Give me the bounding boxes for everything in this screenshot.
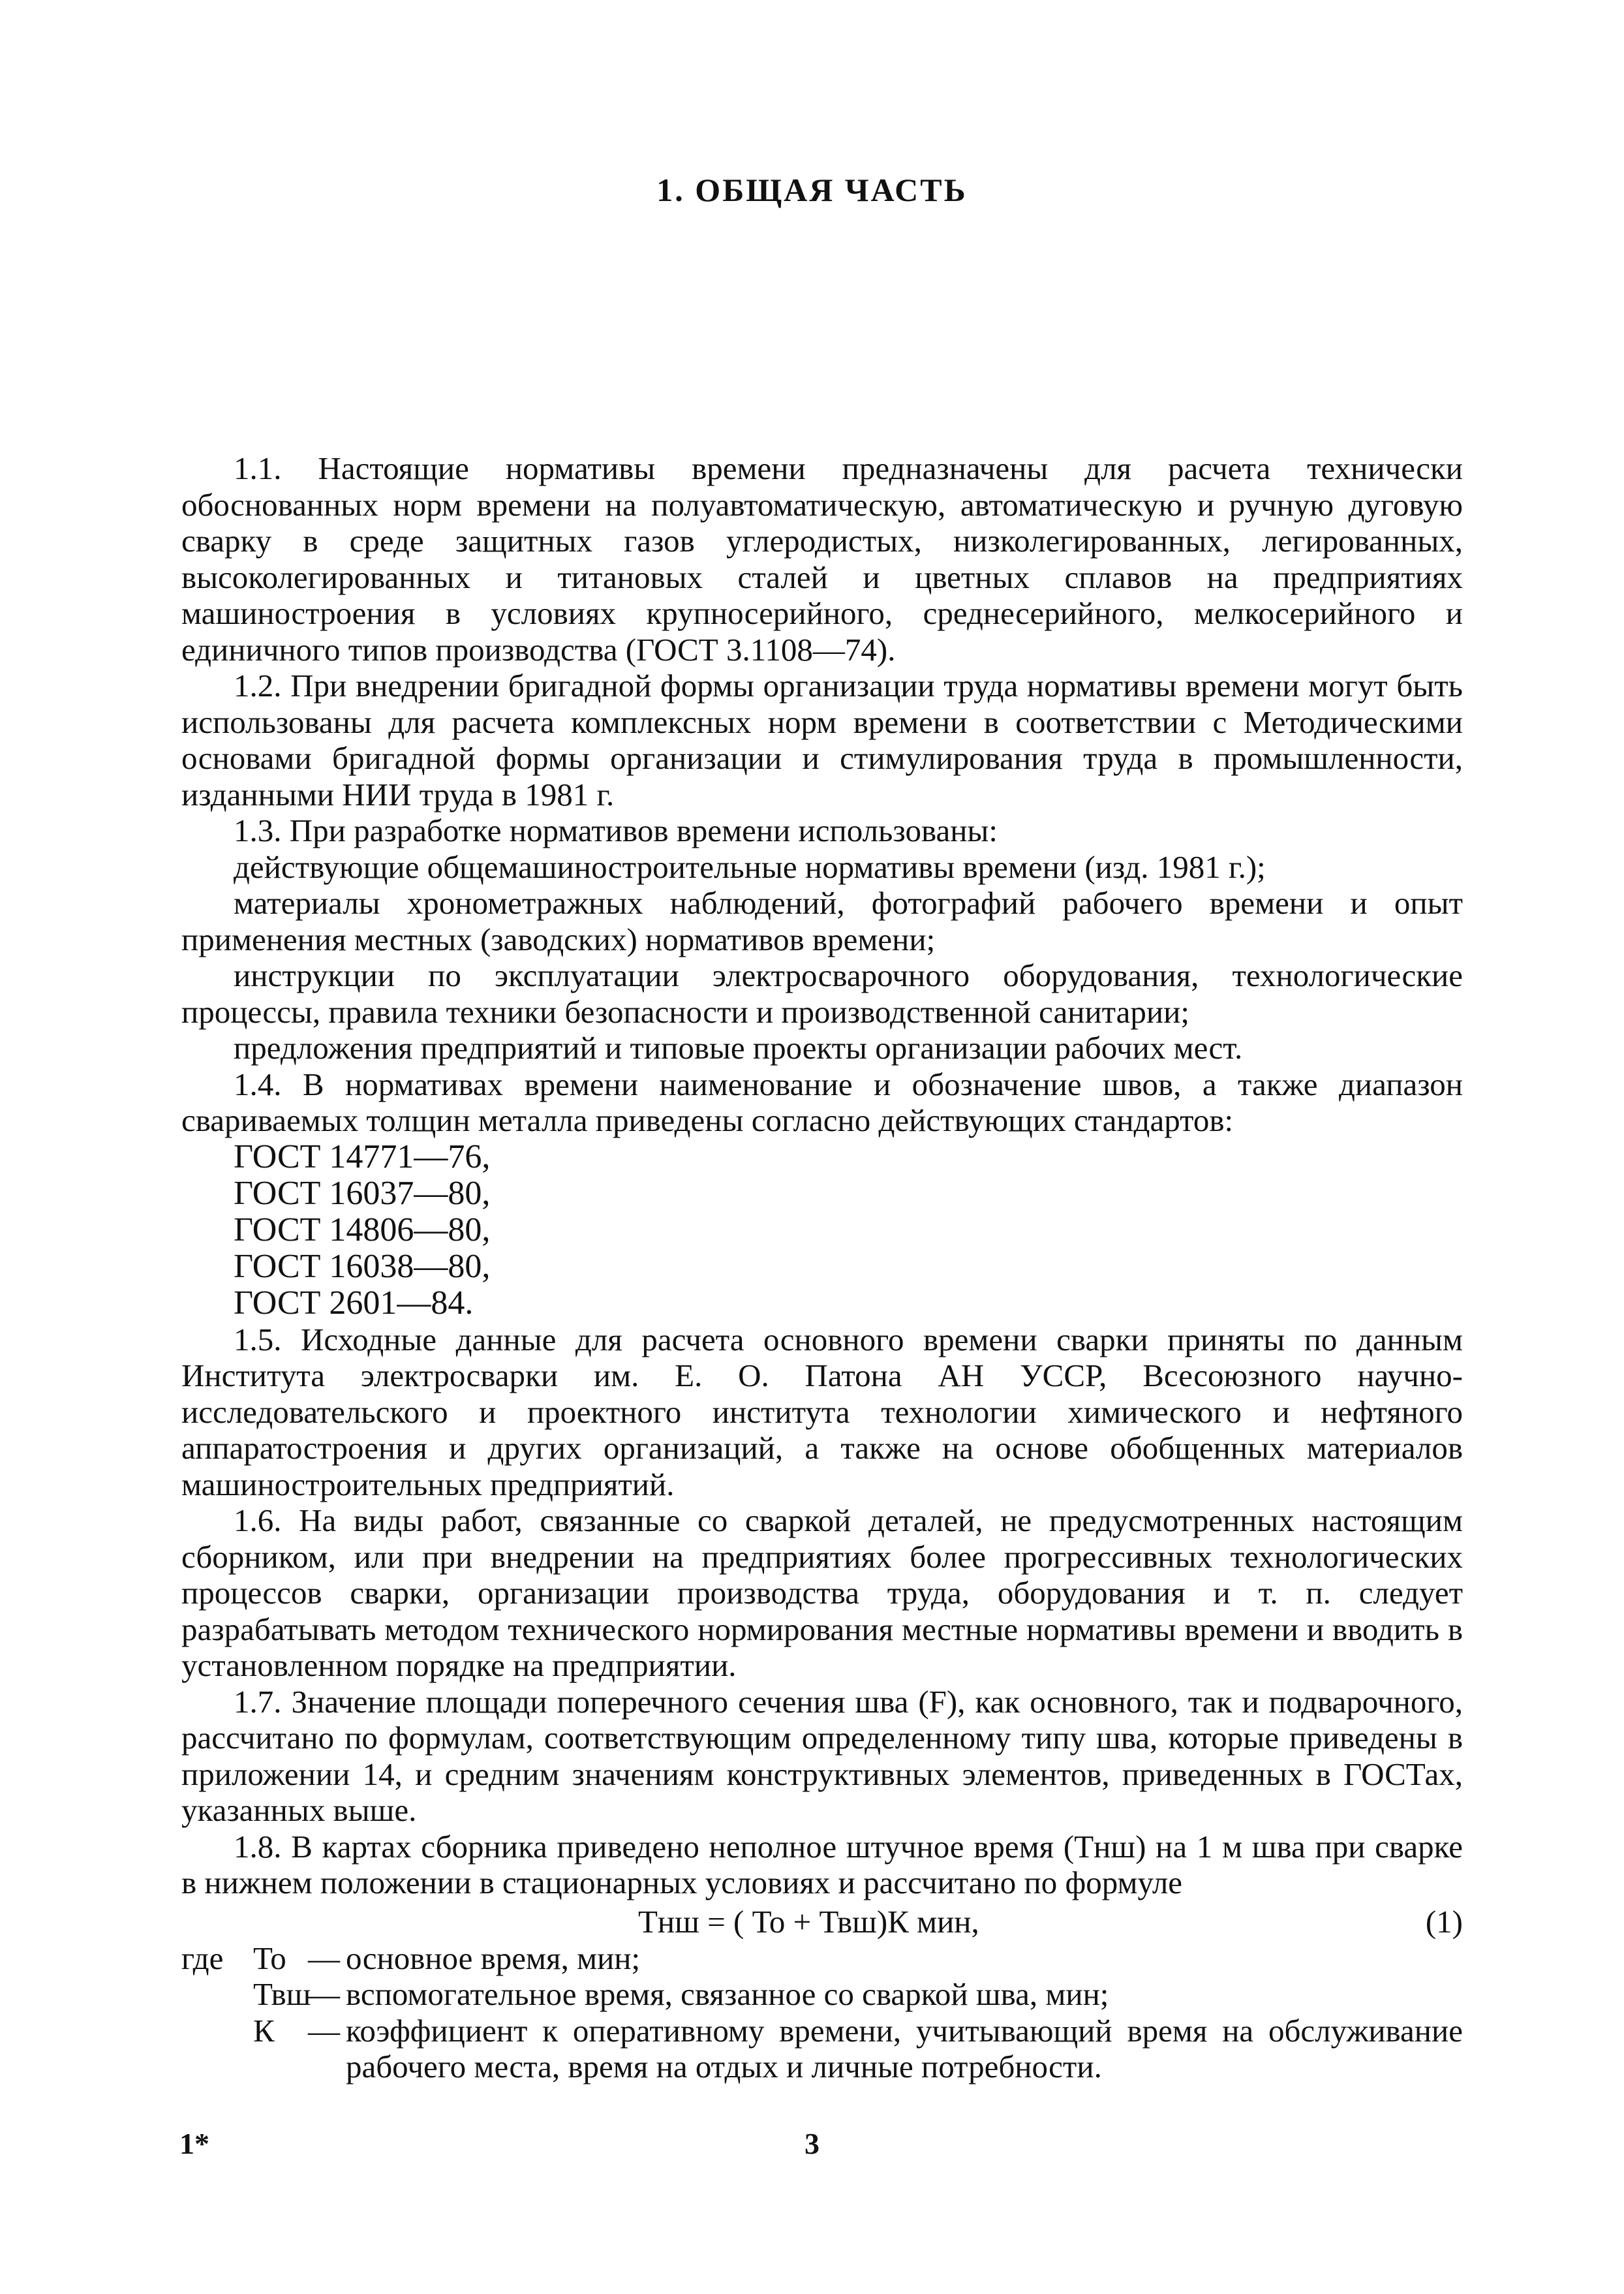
formula bbox=[181, 1904, 1463, 1940]
legend-dash: — bbox=[308, 1940, 340, 1976]
legend-dash: — bbox=[308, 1976, 340, 2012]
paragraph-1-8: 1.8. В картах сборника приведено неполное штучное время (Тнш) на 1 м шва при сварке в нижнем положении в стационарных условиях и рассчитано по формуле bbox=[181, 1828, 1463, 1900]
list-item: предложения предприятий и типовые проекты организации рабочих мест. bbox=[234, 1030, 1243, 1066]
gost-item: ГОСТ 14771—76, bbox=[234, 1138, 491, 1175]
where-word: где bbox=[181, 1940, 224, 1976]
paragraph-1-3: 1.3. При разработке нормативов времени использованы: bbox=[234, 813, 998, 848]
section-heading: 1. ОБЩАЯ ЧАСТЬ bbox=[656, 172, 968, 208]
legend-text: коэффициент к оперативному времени, учитывающий время на обслуживание рабочего места, время на отдых и личные потребности. bbox=[346, 2012, 1463, 2085]
paragraph-1-6: 1.6. На виды работ, связанные со сваркой деталей, не предусмотренных настоящим сборником, или при внедрении на предприятиях более прогрессивных технологических процессов сварки, организации производства труда, оборудования и т. п. следует разрабатывать методом технического нормирования местные нормативы времени и вводить в установленном порядке на предприятии. bbox=[181, 1502, 1463, 1683]
paragraph-1-2: 1.2. При внедрении бригадной формы организации труда нормативы времени могут быть использованы для расчета комплексных норм времени в соответствии с Методическими основами бригадной формы организации и стимулирования труда в промышленности, изданными НИИ труда в 1981 г. bbox=[181, 668, 1463, 813]
signature-mark: 1* bbox=[179, 2127, 209, 2160]
paragraph-1-7: 1.7. Значение площади поперечного сечения шва (F), как основного, так и подварочного, рассчитано по формулам, соответствующим определенному типу шва, которые приведены в приложении 14, и средним значениям конструктивных элементов, приведенных в ГОСТах, указанных выше. bbox=[181, 1683, 1463, 1828]
gost-item: ГОСТ 14806—80, bbox=[234, 1211, 491, 1248]
legend-symbol: Твш bbox=[253, 1976, 311, 2012]
gost-item: ГОСТ 16037—80, bbox=[234, 1174, 491, 1212]
page-number: 3 bbox=[804, 2127, 820, 2160]
formula-expression: Тнш = ( То + Твш)К мин, bbox=[638, 1903, 979, 1940]
list-item: инструкции по эксплуатации электросварочного оборудования, технологические процессы, правила техники безопасности и производственной санитарии; bbox=[181, 957, 1463, 1030]
formula-number: (1) bbox=[1425, 1903, 1463, 1940]
legend-dash: — bbox=[308, 2012, 340, 2049]
list-item: материалы хронометражных наблюдений, фотографий рабочего времени и опыт применения местных (заводских) нормативов времени; bbox=[181, 885, 1463, 957]
paragraph-1-5: 1.5. Исходные данные для расчета основного времени сварки приняты по данным Института электросварки им. Е. О. Патона АН УССР, Всесоюзного научно-исследовательского и проектного института технологии химического и нефтяного аппаратостроения и других организаций, а также на основе обобщенных материалов машиностроительных предприятий. bbox=[181, 1321, 1463, 1502]
paragraph-1-1: 1.1. Настоящие нормативы времени предназначены для расчета технически обоснованных норм времени на полуавтоматическую, автоматическую и ручную дуговую сварку в среде защитных газов углеродистых, низколегированных, легированных, высоколегированных и титановых сталей и цветных сплавов на предприятиях машиностроения в условиях крупносерийного, среднесерийного, мелкосерийного и единичного типов производства (ГОСТ 3.1108—74). bbox=[181, 450, 1463, 668]
legend-symbol: К bbox=[253, 2012, 275, 2049]
paragraph-1-4: 1.4. В нормативах времени наименование и обозначение швов, а также диапазон свариваемых толщин металла приведены согласно действующих стандартов: bbox=[181, 1066, 1463, 1138]
legend-symbol: То bbox=[253, 1940, 286, 1976]
gost-item: ГОСТ 2601—84. bbox=[234, 1284, 474, 1322]
legend-text: вспомогательное время, связанное со сваркой шва, мин; bbox=[346, 1976, 1109, 2012]
document-body bbox=[181, 450, 1463, 2085]
gost-item: ГОСТ 16038—80, bbox=[234, 1247, 491, 1285]
legend-text: основное время, мин; bbox=[346, 1940, 641, 1976]
symbol-legend bbox=[181, 1940, 1463, 2085]
list-item: действующие общемашиностроительные нормативы времени (изд. 1981 г.); bbox=[234, 848, 1266, 885]
